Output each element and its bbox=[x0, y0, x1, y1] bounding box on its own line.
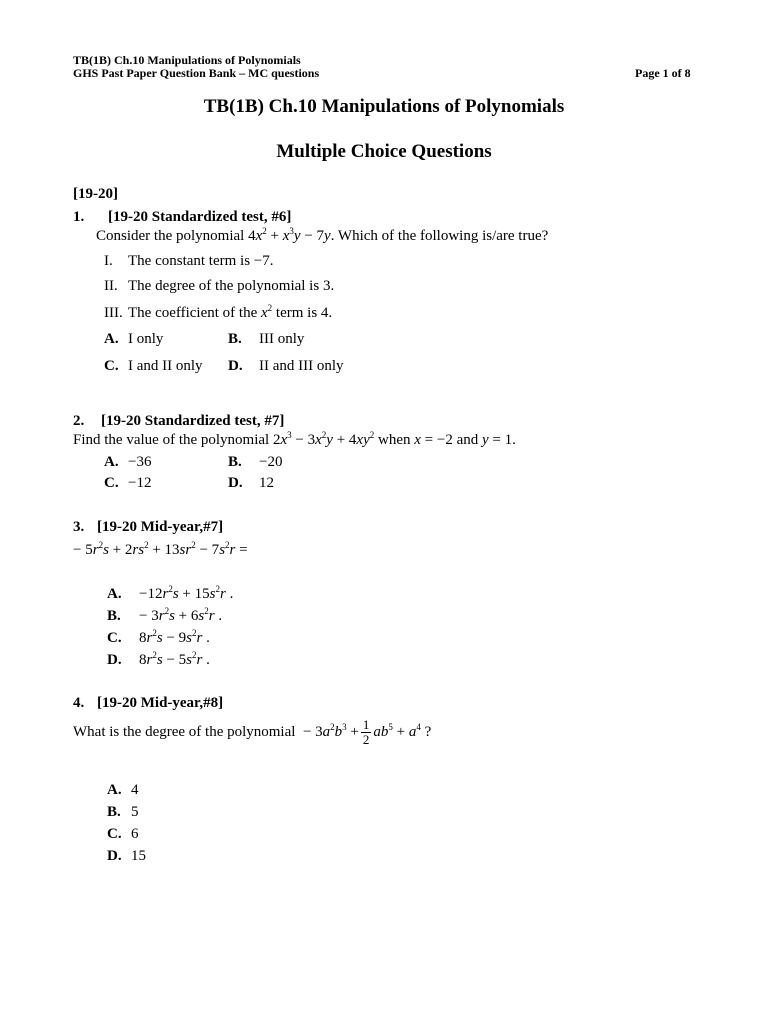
q1-stem: Consider the polynomial $4x^2 + x^3y - 7y$. Which of the following is/are true? bbox=[96, 226, 549, 244]
q3-number: 3. bbox=[73, 519, 85, 535]
q1-option-a[interactable]: I only bbox=[128, 331, 164, 347]
q1-option-letter: D. bbox=[228, 358, 243, 374]
q3-expression: − $5r^2s + 2rs^2 + 13sr^2 - 7s^2r$ = bbox=[73, 540, 248, 558]
q3-option-letter: A. bbox=[107, 586, 122, 602]
q4-source: [19-20 Mid-year,#8] bbox=[97, 695, 224, 711]
q2-option-letter: A. bbox=[104, 454, 119, 470]
q1-option-letter: A. bbox=[104, 331, 119, 347]
q3-option-letter: D. bbox=[107, 652, 122, 668]
q4-option-d[interactable]: 15 bbox=[131, 848, 146, 864]
q4-option-letter: A. bbox=[107, 782, 122, 798]
q1-option-letter: C. bbox=[104, 358, 119, 374]
page-subtitle: Multiple Choice Questions bbox=[276, 141, 492, 162]
q3-option-b[interactable]: − $3r^2s + 6s^2r$ . bbox=[139, 606, 223, 624]
q1-option-c[interactable]: I and II only bbox=[128, 358, 203, 374]
q1-statement-text: The coefficient of the $x^2$ term is 4. bbox=[128, 303, 333, 321]
section-label: [19-20] bbox=[73, 186, 118, 202]
q4-option-letter: C. bbox=[107, 826, 122, 842]
q4-number: 4. bbox=[73, 695, 85, 711]
q4-fraction: $\frac{1}{2}$ bbox=[362, 717, 370, 748]
q1-statement-text: The constant term is −7. bbox=[128, 253, 274, 269]
q4-stem: What is the degree of the polynomial − $3a^2b^3$ + $\frac{1}{2}$ $ab^5 + a^4$ ? bbox=[73, 717, 432, 748]
q1-number: 1. bbox=[73, 209, 85, 225]
q1-statement-roman: II. bbox=[104, 278, 118, 294]
q1-option-letter: B. bbox=[228, 331, 242, 347]
q3-option-letter: C. bbox=[107, 630, 122, 646]
q2-option-letter: D. bbox=[228, 475, 243, 491]
q3-source: [19-20 Mid-year,#7] bbox=[97, 519, 224, 535]
q1-option-b[interactable]: III only bbox=[259, 331, 305, 347]
q4-option-letter: B. bbox=[107, 804, 121, 820]
q4-option-a[interactable]: 4 bbox=[131, 782, 139, 798]
q1-statement-roman: I. bbox=[104, 253, 113, 269]
q2-source: [19-20 Standardized test, #7] bbox=[101, 413, 285, 429]
q4-option-b[interactable]: 5 bbox=[131, 804, 139, 820]
header-course-title: TB(1B) Ch.10 Manipulations of Polynomials bbox=[73, 53, 301, 67]
q2-option-b[interactable]: −20 bbox=[259, 454, 283, 470]
q2-option-d[interactable]: 12 bbox=[259, 475, 274, 491]
q1-statement-roman: III. bbox=[104, 305, 123, 321]
q2-option-letter: B. bbox=[228, 454, 242, 470]
q3-option-letter: B. bbox=[107, 608, 121, 624]
q3-option-c[interactable]: $8r^2s - 9s^2r$ . bbox=[139, 628, 210, 646]
q2-stem: Find the value of the polynomial $2x^3 - 3x^2y + 4xy^2$ when x = −2 and y = 1. bbox=[73, 430, 516, 448]
header-page-number: Page 1 of 8 bbox=[635, 66, 691, 80]
q3-option-a[interactable]: $-12r^2s + 15s^2r$ . bbox=[139, 584, 234, 602]
q2-number: 2. bbox=[73, 413, 85, 429]
q2-option-letter: C. bbox=[104, 475, 119, 491]
q3-option-d[interactable]: $8r^2s - 5s^2r$ . bbox=[139, 650, 210, 668]
q4-option-letter: D. bbox=[107, 848, 122, 864]
q2-option-a[interactable]: −36 bbox=[128, 454, 152, 470]
q2-option-c[interactable]: −12 bbox=[128, 475, 152, 491]
q1-statement-text: The degree of the polynomial is 3. bbox=[128, 278, 335, 294]
q1-option-d[interactable]: II and III only bbox=[259, 358, 344, 374]
q4-option-c[interactable]: 6 bbox=[131, 826, 139, 842]
q1-stem-start: Consider the polynomial 4 bbox=[96, 228, 256, 244]
q1-stem-end: . Which of the following is/are true? bbox=[330, 228, 549, 244]
q1-source: [19-20 Standardized test, #6] bbox=[108, 209, 292, 225]
page-title: TB(1B) Ch.10 Manipulations of Polynomials bbox=[203, 96, 565, 117]
header-question-bank: GHS Past Paper Question Bank – MC questions bbox=[73, 66, 320, 80]
